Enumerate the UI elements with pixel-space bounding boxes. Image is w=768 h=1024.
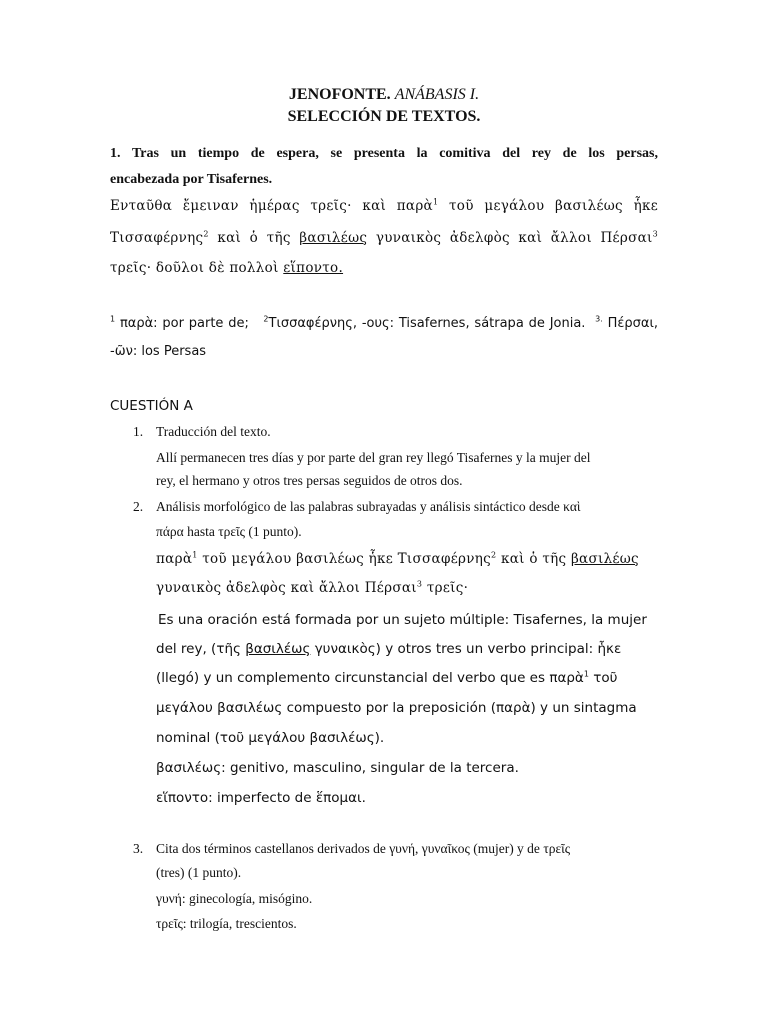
greek-text: καὶ ὁ τῆς bbox=[500, 551, 567, 567]
greek-text: Τισσαφέρνης, -ους bbox=[268, 316, 390, 331]
greek-passage-line3 bbox=[110, 260, 658, 276]
page-title bbox=[0, 86, 768, 104]
footnote-mark: 1 bbox=[432, 197, 439, 207]
subtitle-text: SELECCIÓN DE TEXTOS. bbox=[287, 108, 481, 125]
greek-text: Τισσαφέρνης bbox=[110, 230, 204, 246]
greek-passage-line1 bbox=[110, 198, 658, 214]
greek-text: Ενταῦθα ἔμειναν ἡμέρας τρεῖς· καὶ παρὰ bbox=[110, 198, 433, 214]
greek-text: τρεῖς bbox=[543, 841, 571, 856]
item3-text bbox=[156, 841, 666, 857]
item3-text-b: (mujer) y de bbox=[473, 841, 540, 856]
answer-text: εἵποντο: imperfecto de ἕπομαι. bbox=[156, 790, 366, 806]
title-italic: ANÁBASIS I. bbox=[394, 86, 480, 103]
item2-answer-line2 bbox=[156, 641, 666, 657]
footnote-mark: 2 bbox=[263, 314, 269, 324]
title-prefix: JENOFONTE. bbox=[288, 86, 391, 103]
greek-text: τοῦ bbox=[593, 670, 618, 686]
item3-number: 3. bbox=[133, 841, 144, 856]
footnote-mark: 1 bbox=[192, 550, 198, 560]
item2-text bbox=[156, 499, 666, 515]
item3-text-line2: (tres) (1 punto). bbox=[156, 865, 242, 880]
greek-text: γυνή, γυναῖκος bbox=[389, 841, 470, 856]
answer-text: del rey, (τῆς bbox=[156, 641, 241, 657]
greek-text: παρὰ bbox=[119, 316, 154, 331]
item2-answer-line7 bbox=[156, 790, 666, 806]
greek-text: πάρα bbox=[156, 524, 184, 539]
footnote-mark: 1 bbox=[110, 314, 116, 324]
footnote-mark: 3. bbox=[595, 314, 603, 324]
item2-text-b: hasta bbox=[187, 524, 215, 539]
greek-text: παρὰ bbox=[156, 551, 193, 567]
greek-text: τοῦ μεγάλου βασιλέως ἧκε Τισσαφέρνης bbox=[202, 551, 491, 567]
footnotes-line1 bbox=[110, 316, 658, 331]
answer-text: Es una oración está formada por un sujeto múltiple: Tisafernes, la mujer bbox=[158, 612, 647, 628]
item2-text-a: Análisis morfológico de las palabras subrayadas y análisis sintáctico desde bbox=[156, 499, 560, 514]
greek-text: παρὰ bbox=[549, 670, 584, 686]
page-subtitle bbox=[0, 108, 768, 126]
underlined-word: βασιλέως bbox=[570, 551, 639, 567]
footnote-mark: 2 bbox=[491, 550, 497, 560]
underlined-word: βασιλέως bbox=[299, 230, 368, 246]
footnote-mark: 3 bbox=[652, 229, 659, 239]
answer-text: nominal (τοῦ μεγάλου βασιλέως). bbox=[156, 730, 385, 746]
answer-text: (llegó) y un complemento circunstancial del verbo que es bbox=[156, 670, 546, 686]
item2-answer-line5 bbox=[156, 730, 666, 746]
greek-text: μεγάλου βασιλέως bbox=[156, 700, 283, 716]
greek-text: καὶ ὁ τῆς bbox=[217, 230, 291, 246]
item2-text-c: (1 punto). bbox=[248, 524, 302, 539]
note-text: : por parte de; bbox=[153, 316, 249, 331]
item1-number: 1. bbox=[133, 424, 144, 439]
answer-text: βασιλέως: genitivo, masculino, singular de la tercera. bbox=[156, 760, 519, 776]
note-text: : los Persas bbox=[132, 344, 207, 359]
section1-heading-text: 1. Tras un tiempo de espera, se presenta la comitiva del rey de los persas, bbox=[110, 146, 658, 161]
item2-answer-line3 bbox=[156, 670, 666, 686]
note-text: : Tisafernes, sátrapa de Jonia. bbox=[389, 316, 586, 331]
greek-text: καὶ bbox=[563, 499, 581, 514]
greek-text: τρεῖς bbox=[218, 524, 246, 539]
item2-text-line2 bbox=[156, 524, 666, 540]
item1-text: Traducción del texto. bbox=[156, 424, 271, 439]
greek-text: τρεῖς· δοῦλοι δὲ πολλοὶ bbox=[110, 260, 279, 276]
section1-heading-text2: encabezada por Tisafernes. bbox=[110, 172, 273, 187]
cuestion-heading bbox=[110, 398, 658, 414]
item2-number: 2. bbox=[133, 499, 144, 514]
answer-text: compuesto por la preposición (παρὰ) y un sintagma bbox=[286, 700, 637, 716]
item2-greek-line1 bbox=[156, 551, 666, 567]
greek-text: γυναικὸς ἀδελφὸς καὶ ἄλλοι Πέρσαι bbox=[375, 230, 653, 246]
greek-text: τρεῖς· bbox=[426, 580, 469, 596]
item3-answer-line1: γυνή: ginecología, misógino. bbox=[156, 891, 313, 906]
greek-passage-line2 bbox=[110, 230, 658, 246]
underlined-word: βασιλέως bbox=[245, 641, 311, 657]
footnote-mark: 2 bbox=[203, 229, 209, 239]
footnote-mark: 3 bbox=[416, 579, 423, 589]
greek-text: -ῶν bbox=[110, 344, 133, 359]
footnotes-line2 bbox=[110, 344, 658, 359]
footnote-mark: 1 bbox=[583, 669, 589, 679]
item2-answer-line1 bbox=[158, 612, 668, 628]
item2-answer-line4 bbox=[156, 700, 666, 716]
greek-text: τοῦ μεγάλου βασιλέως ἧκε bbox=[449, 198, 658, 214]
underlined-word: εἵποντο. bbox=[283, 260, 344, 276]
cuestion-heading-text: CUESTIÓN A bbox=[110, 398, 193, 414]
section1-heading-line2 bbox=[110, 172, 658, 188]
item3-text-a: Cita dos términos castellanos derivados de bbox=[156, 841, 386, 856]
item2-greek-line2 bbox=[156, 580, 666, 596]
answer-text: γυναικὸς) y otros tres un verbo principal: ἧκε bbox=[314, 641, 622, 657]
item3-answer-line2: τρεῖς: trilogía, trescientos. bbox=[156, 916, 297, 931]
greek-text: γυναικὸς ἀδελφὸς καὶ ἄλλοι Πέρσαι bbox=[156, 580, 417, 596]
item1-answer-line2: rey, el hermano y otros tres persas seguidos de otros dos. bbox=[156, 473, 463, 488]
item1-answer-line1: Allí permanecen tres días y por parte del gran rey llegó Tisafernes y la mujer del bbox=[156, 450, 591, 465]
section1-heading-line1 bbox=[110, 146, 658, 162]
greek-text: Πέρσαι, bbox=[607, 316, 658, 331]
item2-answer-line6 bbox=[156, 760, 666, 776]
